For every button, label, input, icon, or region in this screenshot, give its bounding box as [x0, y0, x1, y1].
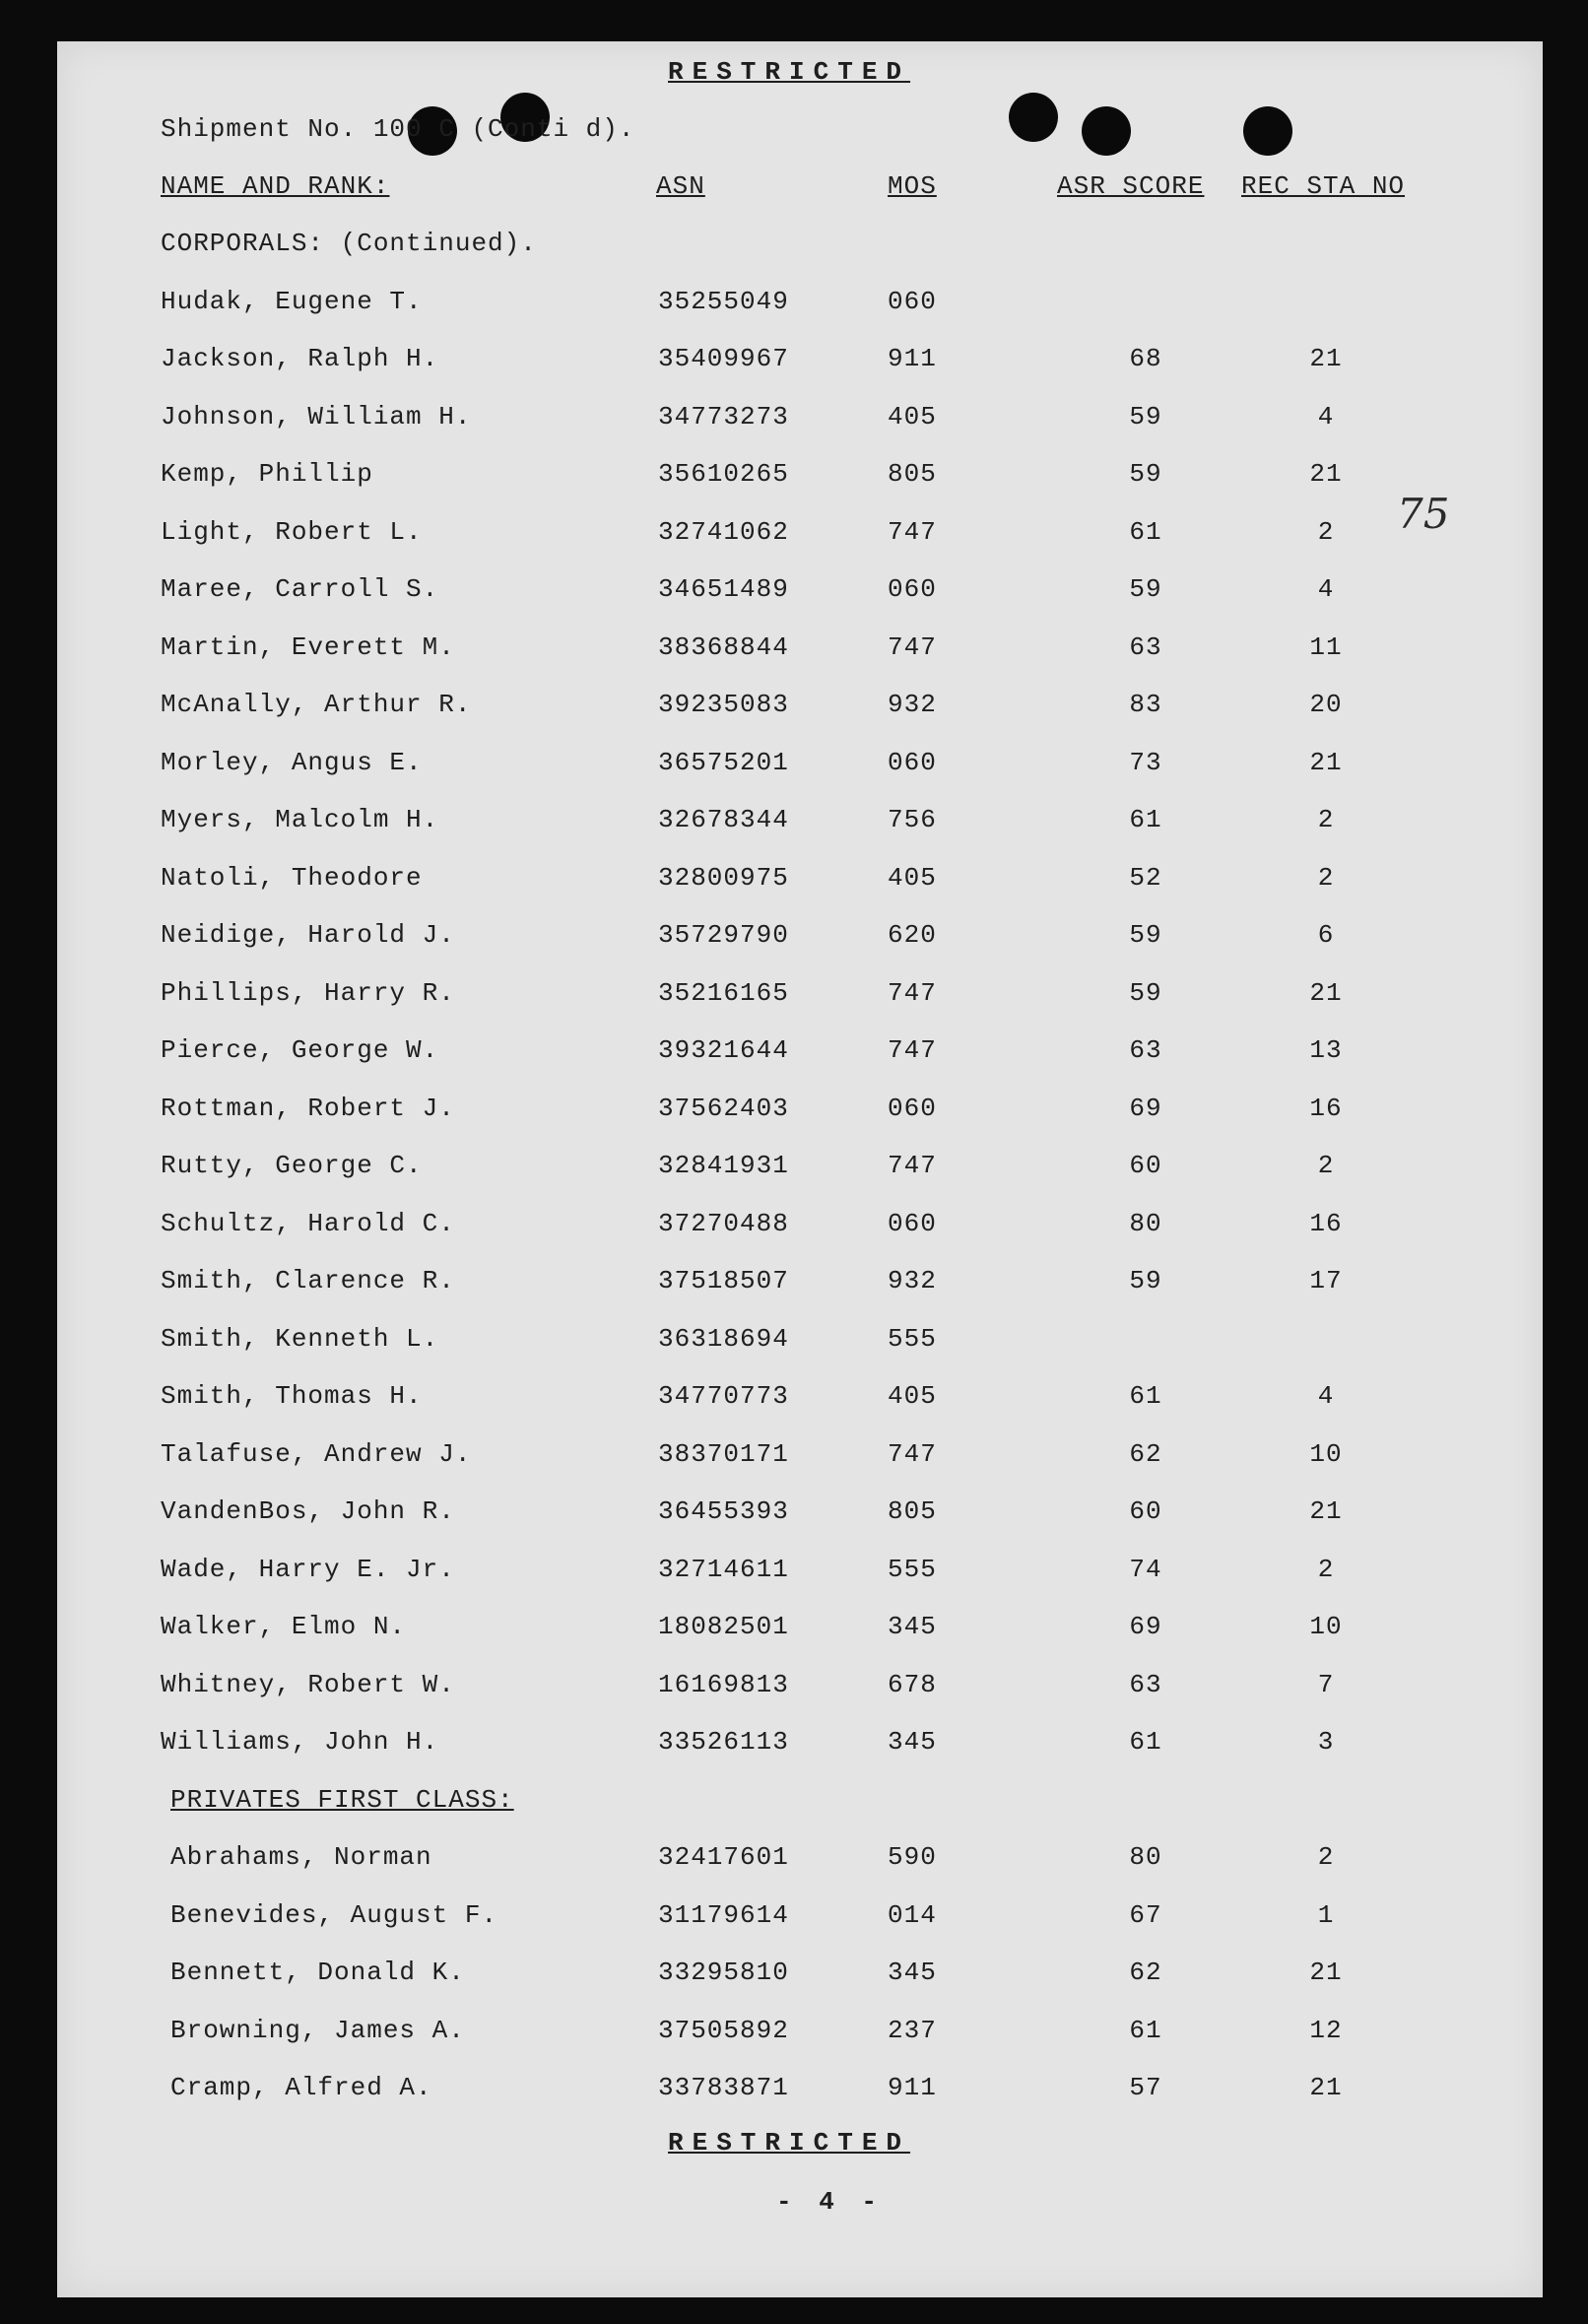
asn-cell: 35610265	[658, 459, 789, 489]
rec-sta-no-cell: 10	[1309, 1438, 1343, 1469]
mos-cell: 747	[888, 516, 937, 547]
mos-cell: 805	[888, 459, 937, 489]
mos-cell: 060	[888, 747, 937, 777]
asn-cell: 32714611	[658, 1554, 789, 1584]
table-row	[57, 1381, 1543, 1421]
name-cell: Smith, Thomas H.	[161, 1381, 423, 1411]
asr-score-cell: 74	[1129, 1554, 1162, 1584]
asr-score-cell: 61	[1129, 2015, 1162, 2045]
table-row	[57, 1727, 1543, 1766]
table-row	[57, 1151, 1543, 1190]
mos-cell: 060	[888, 1208, 937, 1238]
name-cell: Pierce, George W.	[161, 1035, 439, 1065]
name-cell: Morley, Angus E.	[161, 747, 423, 777]
mos-cell: 555	[888, 1554, 937, 1584]
rec-sta-no-cell: 21	[1309, 459, 1343, 489]
asn-cell: 36318694	[658, 1323, 789, 1354]
rec-sta-no-cell: 21	[1309, 1496, 1343, 1526]
table-row	[57, 1439, 1543, 1479]
asn-cell: 32741062	[658, 516, 789, 547]
asr-score-cell: 68	[1129, 344, 1162, 373]
asr-score-cell: 60	[1129, 1496, 1162, 1526]
name-cell: Walker, Elmo N.	[161, 1612, 407, 1641]
rec-sta-no-cell: 17	[1309, 1266, 1343, 1295]
mos-cell: 345	[888, 1958, 937, 1987]
asr-score-cell: 83	[1129, 690, 1162, 719]
asr-score-cell: 80	[1129, 1208, 1162, 1238]
name-cell: Smith, Clarence R.	[161, 1266, 455, 1295]
mos-cell: 060	[888, 286, 937, 316]
classification-top: RESTRICTED	[668, 57, 911, 87]
table-row	[57, 1209, 1543, 1248]
mos-cell: 345	[888, 1727, 937, 1757]
asr-score-cell: 61	[1129, 516, 1162, 547]
asr-score-cell: 62	[1129, 1958, 1162, 1987]
shipment-line: Shipment No. 100 C (Conti d).	[161, 114, 635, 144]
table-row	[57, 2016, 1543, 2055]
rec-sta-no-cell: 21	[1309, 2073, 1343, 2102]
rec-sta-no-cell: 10	[1309, 1612, 1343, 1641]
mos-cell: 405	[888, 862, 937, 893]
mos-cell: 932	[888, 690, 937, 719]
asr-score-cell: 63	[1129, 1035, 1162, 1065]
asn-cell: 35255049	[658, 286, 789, 316]
asn-cell: 37518507	[658, 1266, 789, 1295]
table-row	[57, 1324, 1543, 1363]
column-header-name: NAME AND RANK:	[161, 171, 390, 201]
asn-cell: 37270488	[658, 1208, 789, 1238]
table-row	[57, 287, 1543, 326]
mos-cell: 932	[888, 1266, 937, 1295]
asn-cell: 35729790	[658, 920, 789, 950]
asr-score-cell: 67	[1129, 1899, 1162, 1930]
section-title	[57, 1785, 1543, 1825]
asn-cell: 36575201	[658, 747, 789, 777]
mos-cell: 911	[888, 2073, 937, 2102]
name-cell: Rottman, Robert J.	[161, 1093, 455, 1123]
asr-score-cell: 61	[1129, 1381, 1162, 1411]
mos-cell: 237	[888, 2015, 937, 2045]
punch-hole	[1243, 106, 1292, 156]
rec-sta-no-cell: 2	[1317, 1842, 1335, 1872]
asn-cell: 34770773	[658, 1381, 789, 1411]
section-title-text: CORPORALS: (Continued).	[161, 229, 537, 258]
asr-score-cell: 69	[1129, 1612, 1162, 1641]
mos-cell: 747	[888, 1438, 937, 1469]
mos-cell: 678	[888, 1669, 937, 1699]
name-cell: Talafuse, Andrew J.	[161, 1438, 472, 1469]
name-cell: Neidige, Harold J.	[161, 920, 455, 950]
table-row	[57, 1266, 1543, 1305]
rec-sta-no-cell: 7	[1317, 1669, 1335, 1699]
asn-cell: 32678344	[658, 805, 789, 834]
asn-cell: 33295810	[658, 1958, 789, 1987]
table-row	[57, 1842, 1543, 1882]
mos-cell: 405	[888, 401, 937, 432]
column-header-asn: ASN	[656, 171, 705, 201]
mos-cell: 747	[888, 1151, 937, 1180]
table-row	[57, 863, 1543, 902]
name-cell: Myers, Malcolm H.	[161, 805, 439, 834]
table-row	[57, 2073, 1543, 2112]
rec-sta-no-cell: 21	[1309, 1958, 1343, 1987]
asn-cell: 32841931	[658, 1151, 789, 1180]
asn-cell: 35409967	[658, 344, 789, 373]
asn-cell: 34773273	[658, 401, 789, 432]
asn-cell: 33783871	[658, 2073, 789, 2102]
rec-sta-no-cell: 13	[1309, 1035, 1343, 1065]
asn-cell: 38370171	[658, 1438, 789, 1469]
name-cell: Bennett, Donald K.	[170, 1958, 465, 1987]
table-row	[57, 920, 1543, 960]
name-cell: Martin, Everett M.	[161, 631, 455, 662]
asr-score-cell: 52	[1129, 862, 1162, 893]
table-row	[57, 517, 1543, 557]
rec-sta-no-cell: 6	[1317, 920, 1335, 950]
name-cell: Benevides, August F.	[170, 1899, 498, 1930]
rec-sta-no-cell: 4	[1317, 1381, 1335, 1411]
mos-cell: 555	[888, 1323, 937, 1354]
name-cell: Hudak, Eugene T.	[161, 286, 423, 316]
asn-cell: 36455393	[658, 1496, 789, 1526]
asr-score-cell: 69	[1129, 1093, 1162, 1123]
table-row	[57, 1496, 1543, 1536]
name-cell: Wade, Harry E. Jr.	[161, 1554, 455, 1584]
asn-cell: 39235083	[658, 690, 789, 719]
rec-sta-no-cell: 21	[1309, 344, 1343, 373]
mos-cell: 747	[888, 631, 937, 662]
asr-score-cell: 57	[1129, 2073, 1162, 2102]
table-row	[57, 1555, 1543, 1594]
asn-cell: 37562403	[658, 1093, 789, 1123]
asr-score-cell: 61	[1129, 805, 1162, 834]
asr-score-cell: 59	[1129, 1266, 1162, 1295]
rec-sta-no-cell: 2	[1317, 1554, 1335, 1584]
table-row	[57, 402, 1543, 441]
rec-sta-no-cell: 16	[1309, 1093, 1343, 1123]
asr-score-cell: 61	[1129, 1727, 1162, 1757]
mos-cell: 747	[888, 1035, 937, 1065]
section-title-text: PRIVATES FIRST CLASS:	[170, 1784, 514, 1815]
name-cell: Williams, John H.	[161, 1727, 439, 1757]
asn-cell: 34651489	[658, 574, 789, 604]
asn-cell: 18082501	[658, 1612, 789, 1641]
name-cell: Whitney, Robert W.	[161, 1669, 455, 1699]
mos-cell: 590	[888, 1842, 937, 1872]
page-number: - 4 -	[776, 2187, 884, 2217]
mos-cell: 756	[888, 805, 937, 834]
table-row	[57, 748, 1543, 787]
table-row	[57, 344, 1543, 383]
table-row	[57, 978, 1543, 1018]
table-row	[57, 1670, 1543, 1709]
name-cell: Abrahams, Norman	[170, 1842, 432, 1872]
mos-cell: 405	[888, 1381, 937, 1411]
asr-score-cell: 62	[1129, 1438, 1162, 1469]
rec-sta-no-cell: 11	[1309, 631, 1343, 662]
asr-score-cell: 60	[1129, 1151, 1162, 1180]
rec-sta-no-cell: 2	[1317, 1151, 1335, 1180]
name-cell: Browning, James A.	[170, 2015, 465, 2045]
section-title	[57, 229, 1543, 268]
rec-sta-no-cell: 21	[1309, 977, 1343, 1008]
name-cell: Smith, Kenneth L.	[161, 1323, 439, 1354]
rec-sta-no-cell: 4	[1317, 401, 1335, 432]
table-row	[57, 1958, 1543, 1997]
name-cell: Light, Robert L.	[161, 516, 423, 547]
rec-sta-no-cell: 21	[1309, 747, 1343, 777]
mos-cell: 345	[888, 1612, 937, 1641]
rec-sta-no-cell: 12	[1309, 2015, 1343, 2045]
table-row	[57, 459, 1543, 498]
mos-cell: 620	[888, 920, 937, 950]
mos-cell: 911	[888, 344, 937, 373]
asr-score-cell: 59	[1129, 459, 1162, 489]
name-cell: Maree, Carroll S.	[161, 574, 439, 604]
margin-annotation: 75	[1397, 490, 1450, 538]
name-cell: McAnally, Arthur R.	[161, 690, 472, 719]
mos-cell: 060	[888, 574, 937, 604]
asn-cell: 32417601	[658, 1842, 789, 1872]
name-cell: Phillips, Harry R.	[161, 977, 455, 1008]
asn-cell: 32800975	[658, 862, 789, 893]
rec-sta-no-cell: 2	[1317, 805, 1335, 834]
asn-cell: 35216165	[658, 977, 789, 1008]
table-row	[57, 1094, 1543, 1133]
name-cell: Natoli, Theodore	[161, 862, 423, 893]
asr-score-cell: 59	[1129, 977, 1162, 1008]
table-row	[57, 574, 1543, 614]
rec-sta-no-cell: 2	[1317, 862, 1335, 893]
asr-score-cell: 63	[1129, 631, 1162, 662]
column-header-asr-score: ASR SCORE	[1057, 171, 1205, 201]
name-cell: Johnson, William H.	[161, 401, 472, 432]
mos-cell: 060	[888, 1093, 937, 1123]
mos-cell: 747	[888, 977, 937, 1008]
column-header-rec-sta-no: REC STA NO	[1241, 171, 1406, 201]
column-header-mos: MOS	[888, 171, 937, 201]
classification-bottom: RESTRICTED	[668, 2128, 911, 2158]
mos-cell: 014	[888, 1899, 937, 1930]
rec-sta-no-cell: 1	[1317, 1899, 1335, 1930]
rec-sta-no-cell: 16	[1309, 1208, 1343, 1238]
table-row	[57, 690, 1543, 729]
name-cell: Jackson, Ralph H.	[161, 344, 439, 373]
table-row	[57, 1612, 1543, 1651]
table-row	[57, 1900, 1543, 1940]
asr-score-cell: 59	[1129, 920, 1162, 950]
asr-score-cell: 63	[1129, 1669, 1162, 1699]
asn-cell: 31179614	[658, 1899, 789, 1930]
asn-cell: 38368844	[658, 631, 789, 662]
asn-cell: 39321644	[658, 1035, 789, 1065]
rec-sta-no-cell: 3	[1317, 1727, 1335, 1757]
table-row	[57, 805, 1543, 844]
rec-sta-no-cell: 2	[1317, 516, 1335, 547]
name-cell: Cramp, Alfred A.	[170, 2073, 432, 2102]
table-row	[57, 632, 1543, 672]
mos-cell: 805	[888, 1496, 937, 1526]
table-row	[57, 1035, 1543, 1075]
name-cell: VandenBos, John R.	[161, 1496, 455, 1526]
asr-score-cell: 59	[1129, 574, 1162, 604]
document-page	[57, 41, 1543, 2297]
asr-score-cell: 73	[1129, 747, 1162, 777]
asr-score-cell: 80	[1129, 1842, 1162, 1872]
asr-score-cell: 59	[1129, 401, 1162, 432]
asn-cell: 16169813	[658, 1669, 789, 1699]
name-cell: Rutty, George C.	[161, 1151, 423, 1180]
name-cell: Schultz, Harold C.	[161, 1208, 455, 1238]
asn-cell: 33526113	[658, 1727, 789, 1757]
name-cell: Kemp, Phillip	[161, 459, 373, 489]
punch-hole	[1009, 93, 1058, 142]
rec-sta-no-cell: 4	[1317, 574, 1335, 604]
rec-sta-no-cell: 20	[1309, 690, 1343, 719]
asn-cell: 37505892	[658, 2015, 789, 2045]
punch-hole	[1082, 106, 1131, 156]
